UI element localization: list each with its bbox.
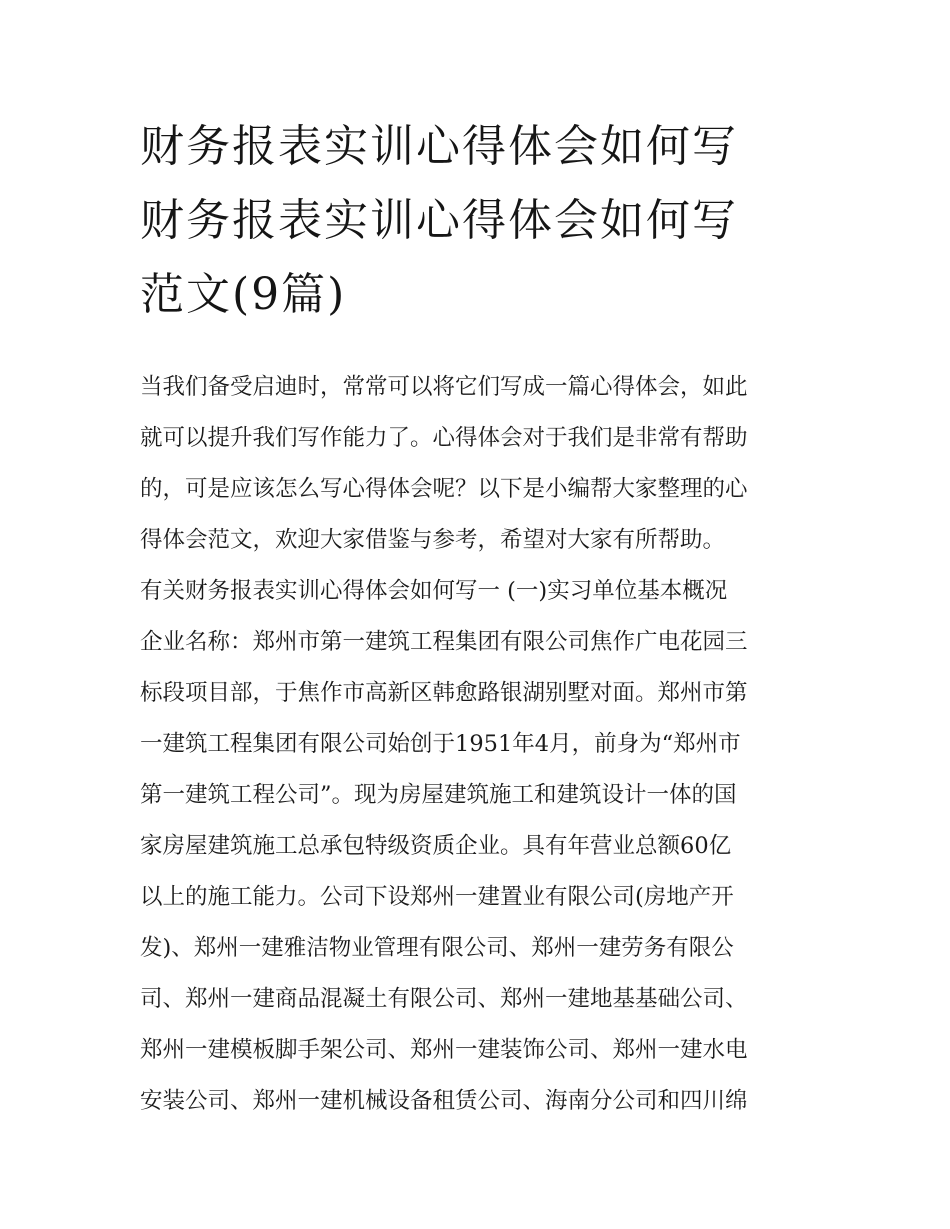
- body-line: 就可以提升我们写作能力了。心得体会对于我们是非常有帮助: [140, 425, 748, 451]
- body-line: 第一建筑工程公司”。现为房屋建筑施工和建筑设计一体的国: [140, 782, 737, 808]
- title-line-1: 财务报表实训心得体会如何写: [140, 121, 738, 172]
- body-line: 企业名称：郑州市第一建筑工程集团有限公司焦作广电花园三: [140, 629, 748, 655]
- body-line: 郑州一建模板脚手架公司、郑州一建装饰公司、郑州一建水电: [140, 1037, 748, 1063]
- body-line: 司、郑州一建商品混凝土有限公司、郑州一建地基基础公司、: [140, 986, 748, 1012]
- body-line: 家房屋建筑施工总承包特级资质企业。具有年营业总额60亿: [140, 833, 732, 859]
- document-page: [140, 110, 815, 1127]
- body-line: 标段项目部，于焦作市高新区韩愈路银湖别墅对面。郑州市第: [140, 680, 748, 706]
- document-body: [140, 362, 815, 1127]
- body-line: 以上的施工能力。公司下设郑州一建置业有限公司(房地产开: [140, 884, 734, 910]
- document-title: [140, 110, 815, 332]
- body-line: 得体会范文，欢迎大家借鉴与参考，希望对大家有所帮助。: [140, 527, 726, 553]
- body-line: 安装公司、郑州一建机械设备租赁公司、海南分公司和四川绵: [140, 1088, 748, 1114]
- title-line-2: 财务报表实训心得体会如何写: [140, 195, 738, 246]
- body-line: 一建筑工程集团有限公司始创于1951年4月，前身为“郑州市: [140, 731, 741, 757]
- title-line-3: 范文(9篇): [140, 269, 347, 320]
- body-line: 当我们备受启迪时，常常可以将它们写成一篇心得体会，如此: [140, 374, 748, 400]
- body-line: 的，可是应该怎么写心得体会呢？以下是小编帮大家整理的心: [140, 476, 748, 502]
- body-line: 发)、郑州一建雅洁物业管理有限公司、郑州一建劳务有限公: [140, 935, 734, 961]
- section-heading-line: 有关财务报表实训心得体会如何写一 (一)实习单位基本概况: [140, 578, 728, 604]
